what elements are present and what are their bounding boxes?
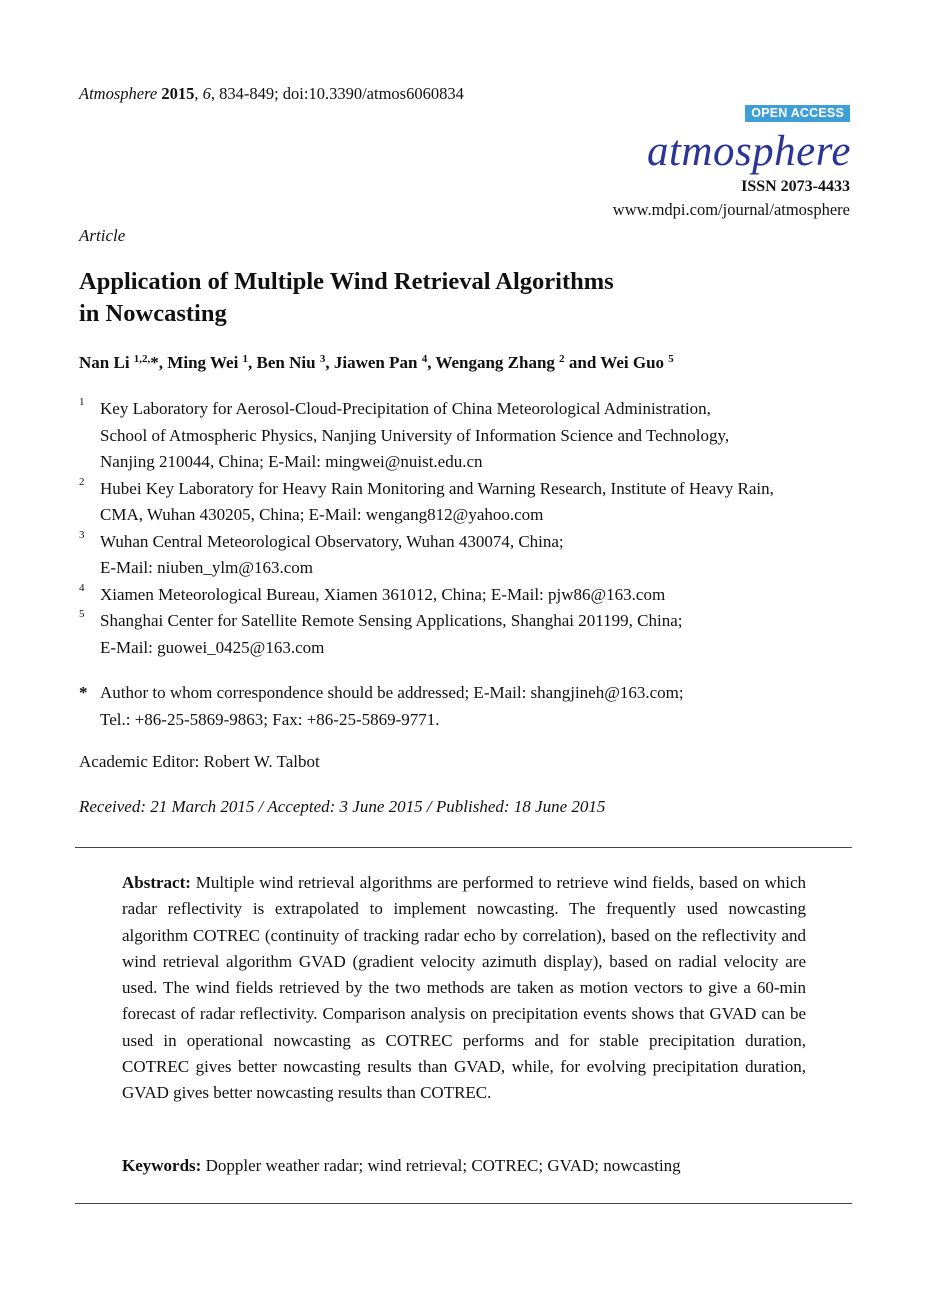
- author-separator: ,: [427, 353, 436, 372]
- author: [257, 353, 334, 372]
- author-name: Jiawen Pan: [333, 353, 418, 372]
- author-name: Wengang Zhang: [435, 353, 555, 372]
- author-affiliation-sup: 5: [668, 353, 674, 365]
- abstract-label: Abstract:: [122, 873, 191, 892]
- journal-logo-text: atmosphere: [646, 128, 851, 175]
- author-affiliation-sup: 3: [319, 353, 326, 365]
- keywords-text: Doppler weather radar; wind retrieval; COTREC; GVAD; nowcasting: [205, 1156, 681, 1175]
- title-line-2: in Nowcasting: [79, 300, 227, 327]
- correspondence: [79, 680, 859, 733]
- author: [334, 353, 436, 372]
- affiliation-number: 2: [79, 475, 85, 488]
- abstract: [122, 870, 806, 1107]
- affiliation-number: 3: [79, 528, 85, 541]
- affiliation-number: 5: [79, 608, 85, 620]
- title-line-1: Application of Multiple Wind Retrieval Algorithms: [79, 268, 614, 295]
- citation-journal: Atmosphere: [79, 84, 158, 103]
- author-name: Nan Li: [79, 353, 130, 372]
- author: [435, 353, 600, 372]
- open-access-badge: OPEN ACCESS: [745, 105, 850, 122]
- affiliation-item: [79, 582, 859, 609]
- affiliations: [79, 396, 859, 661]
- divider-top: [75, 847, 852, 848]
- affiliation-line: Wuhan Central Meteorological Observatory, Wuhan 430074, China;: [100, 531, 564, 551]
- affiliation-item: [79, 529, 859, 582]
- abstract-text: Multiple wind retrieval algorithms are performed to retrieve wind fields, based on which radar reflectivity is extrapolated to implement nowcasting. The frequently used nowcasting algorithm COTREC (continuity of tracking radar echo by correlation), based on the reflectivity and wind retrieval algorithm GVAD (gradient velocity azimuth display), based on radial velocity are used. The wind fields retrieved by the two methods are taken as motion vectors to give a 60-min forecast of radar reflectivity. Comparison analysis on precipitation events shows that GVAD can be used in operational nowcasting as COTREC performs and for stable precipitation duration, COTREC gives better nowcasting results than GVAD, while, for evolving precipitation duration, GVAD gives better nowcasting results than COTREC.: [122, 873, 806, 1103]
- academic-editor: Academic Editor: Robert W. Talbot: [79, 752, 320, 771]
- affiliation-number: 4: [79, 581, 85, 594]
- author-affiliation-sup: 1,2,: [133, 353, 151, 365]
- correspondence-star: *: [79, 683, 88, 702]
- affiliation-item: [79, 608, 859, 661]
- author-affiliation-sup: 4: [421, 353, 428, 365]
- author-affiliation-sup: 2: [559, 353, 565, 365]
- citation-year: 2015: [161, 84, 195, 103]
- author: [167, 353, 256, 372]
- affiliation-item: [79, 396, 859, 476]
- corresponding-star: *: [150, 353, 159, 372]
- affiliation-line: Key Laboratory for Aerosol-Cloud-Precipitation of China Meteorological Administration,: [100, 399, 711, 418]
- divider-bottom: [75, 1203, 852, 1204]
- author-separator: ,: [248, 353, 257, 372]
- author-affiliation-sup: 1: [242, 353, 249, 365]
- paper-title: [79, 266, 779, 330]
- citation-pages-doi: , 834-849; doi:10.3390/atmos6060834: [210, 84, 464, 103]
- author-list: [79, 353, 859, 373]
- author-separator: ,: [325, 353, 334, 372]
- affiliation-line: Hubei Key Laboratory for Heavy Rain Monitoring and Warning Research, Institute of Heavy Rain,: [100, 478, 774, 498]
- affiliation-line: Nanjing 210044, China; E-Mail: mingwei@nuist.edu.cn: [100, 452, 483, 471]
- citation-line: Atmosphere 2015, 6, 834-849; doi:10.3390/atmos6060834: [79, 84, 464, 103]
- keywords-label: Keywords:: [122, 1156, 202, 1175]
- issn: ISSN 2073-4433: [741, 178, 850, 195]
- author-separator: and: [564, 353, 601, 372]
- affiliation-number: 1: [79, 396, 85, 408]
- affiliation-line: CMA, Wuhan 430205, China; E-Mail: wengang812@yahoo.com: [100, 505, 544, 524]
- article-type: Article: [79, 226, 126, 245]
- journal-url[interactable]: www.mdpi.com/journal/atmosphere: [612, 200, 850, 219]
- author-name: Ben Niu: [256, 353, 316, 372]
- correspondence-line-2: Tel.: +86-25-5869-9863; Fax: +86-25-5869-9771.: [100, 709, 440, 729]
- keywords: [122, 1153, 806, 1179]
- author-name: Ming Wei: [167, 353, 239, 372]
- author: [600, 353, 674, 372]
- correspondence-line-1: Author to whom correspondence should be addressed; E-Mail: shangjineh@163.com;: [100, 683, 684, 702]
- citation-volume: 6: [202, 84, 211, 103]
- publication-dates: Received: 21 March 2015 / Accepted: 3 June 2015 / Published: 18 June 2015: [79, 797, 606, 816]
- author: [79, 353, 167, 372]
- affiliation-line: Shanghai Center for Satellite Remote Sensing Applications, Shanghai 201199, China;: [100, 611, 683, 630]
- affiliation-line: E-Mail: guowei_0425@163.com: [100, 637, 325, 657]
- author-name: Wei Guo: [600, 353, 665, 372]
- affiliation-line: E-Mail: niuben_ylm@163.com: [100, 558, 314, 577]
- affiliation-item: [79, 476, 859, 529]
- affiliation-line: School of Atmospheric Physics, Nanjing University of Information Science and Technology,: [100, 425, 730, 445]
- affiliation-line: Xiamen Meteorological Bureau, Xiamen 361012, China; E-Mail: pjw86@163.com: [100, 584, 666, 604]
- author-separator: ,: [158, 353, 168, 372]
